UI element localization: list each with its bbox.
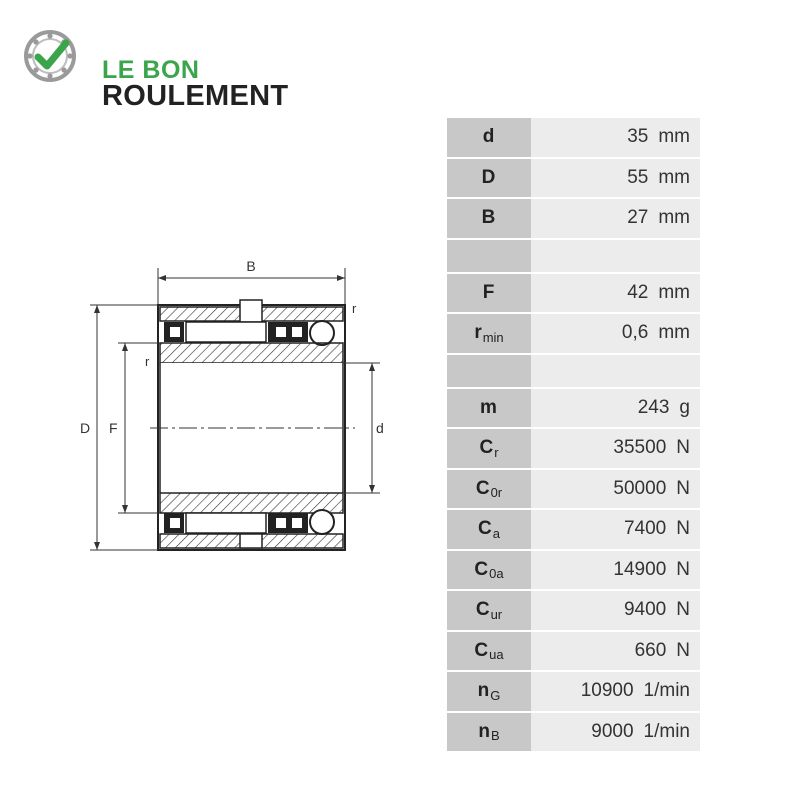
spec-row	[447, 591, 700, 630]
spec-value: 243 g	[531, 389, 700, 428]
label-r-top: r	[352, 301, 357, 316]
spec-symbol: C $_{0a}$	[447, 551, 531, 590]
spec-value: 55 mm	[531, 159, 700, 198]
spec-symbol: C $_{0r}$	[447, 470, 531, 509]
bearing-cross-section-drawing	[70, 240, 400, 560]
spec-value: 7400 N	[531, 510, 700, 549]
spec-spacer-row	[447, 355, 700, 387]
label-F: F	[109, 420, 118, 436]
label-d: d	[376, 420, 384, 436]
spec-row	[447, 389, 700, 428]
spec-row	[447, 551, 700, 590]
brand-logo	[22, 28, 302, 112]
spec-row	[447, 159, 700, 198]
spec-symbol: C $_{ua}$	[447, 632, 531, 671]
spec-symbol: m	[447, 389, 531, 428]
spec-symbol: D	[447, 159, 531, 198]
spec-row	[447, 118, 700, 157]
spec-value: 660 N	[531, 632, 700, 671]
spec-value: 9400 N	[531, 591, 700, 630]
label-B: B	[246, 258, 256, 274]
specifications-table	[447, 118, 700, 753]
spec-row	[447, 274, 700, 313]
spec-symbol: C $_r$	[447, 429, 531, 468]
spec-symbol: C $_{ur}$	[447, 591, 531, 630]
spec-row	[447, 510, 700, 549]
spec-symbol: B	[447, 199, 531, 238]
spec-value: 35500 N	[531, 429, 700, 468]
spec-row	[447, 632, 700, 671]
brand-line-2: ROULEMENT	[102, 80, 289, 112]
spec-value: 50000 N	[531, 470, 700, 509]
spec-symbol: r $_{min}$	[447, 314, 531, 353]
spec-value: 14900 N	[531, 551, 700, 590]
bearing-check-icon	[22, 28, 78, 84]
spec-row	[447, 429, 700, 468]
spec-row	[447, 672, 700, 711]
spec-symbol: C $_a$	[447, 510, 531, 549]
spec-symbol: n $_G$	[447, 672, 531, 711]
brand-line-1: LE BON	[102, 56, 200, 84]
spec-symbol: F	[447, 274, 531, 313]
spec-value: 10900 1/min	[531, 672, 700, 711]
spec-value: 9000 1/min	[531, 713, 700, 752]
spec-value: 0,6 mm	[531, 314, 700, 353]
spec-spacer-row	[447, 240, 700, 272]
spec-value: 42 mm	[531, 274, 700, 313]
spec-symbol: n $_B$	[447, 713, 531, 752]
spec-symbol: d	[447, 118, 531, 157]
spec-row	[447, 314, 700, 353]
spec-value: 35 mm	[531, 118, 700, 157]
label-D: D	[80, 420, 91, 436]
spec-row	[447, 470, 700, 509]
spec-row	[447, 713, 700, 752]
spec-value: 27 mm	[531, 199, 700, 238]
spec-row	[447, 199, 700, 238]
label-r-inner: r	[145, 354, 150, 369]
